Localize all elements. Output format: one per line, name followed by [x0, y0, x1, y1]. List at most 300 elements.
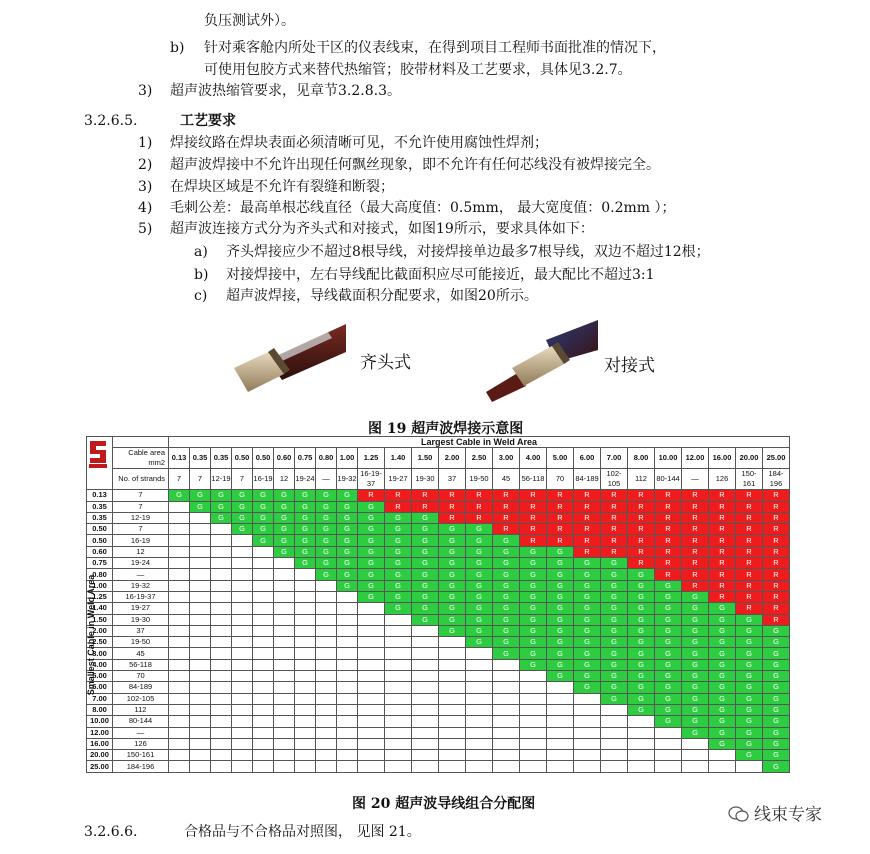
cell-r2-c5: G: [274, 512, 295, 523]
col-strands-3: 7: [232, 469, 253, 490]
cell-r3-c16: R: [547, 524, 574, 535]
cell-r11-c23: G: [736, 614, 763, 625]
row-strands-22: 126: [113, 738, 169, 749]
cell-r7-c16: G: [547, 569, 574, 580]
cell-r1-c12: R: [439, 501, 466, 512]
cell-r24-c9: [358, 761, 385, 772]
cell-r19-c10: [385, 704, 412, 715]
text-line-l11: 齐头焊接应少不超过8根导线，对接焊接单边最多7根导线，双边不超过12根；: [226, 244, 710, 260]
text-line-l3: 可使用包胶方式来替代热缩管；胶带材料及工艺要求，具体见3.2.7。: [204, 62, 632, 78]
cell-r19-c15: [520, 704, 547, 715]
cell-r13-c3: [232, 637, 253, 648]
cell-r21-c24: G: [763, 727, 790, 738]
cell-r19-c20: G: [655, 704, 682, 715]
cell-r1-c7: G: [316, 501, 337, 512]
col-area-9: 1.25: [358, 448, 385, 469]
cell-r4-c10: G: [385, 535, 412, 546]
row-strands-12: 37: [113, 625, 169, 636]
col-strands-12: 37: [439, 469, 466, 490]
row-area-13: 2.50: [87, 637, 113, 648]
cell-r4-c7: G: [316, 535, 337, 546]
cell-r24-c7: [316, 761, 337, 772]
cell-r12-c7: [316, 625, 337, 636]
cell-r22-c7: [316, 738, 337, 749]
cell-r2-c24: R: [763, 512, 790, 523]
cell-r22-c8: [337, 738, 358, 749]
text-line-l10: 超声波连接方式分为齐头式和对接式，如图19所示，要求具体如下：: [170, 221, 594, 237]
col-strands-1: 7: [190, 469, 211, 490]
cell-r14-c16: G: [547, 648, 574, 659]
cell-r5-c14: G: [493, 546, 520, 557]
cell-r12-c4: [253, 625, 274, 636]
cell-r21-c14: [493, 727, 520, 738]
cell-r2-c1: [190, 512, 211, 523]
cell-r11-c6: [295, 614, 316, 625]
cell-r15-c12: [439, 659, 466, 670]
cell-r2-c4: G: [253, 512, 274, 523]
cell-r4-c14: G: [493, 535, 520, 546]
table-row: [87, 716, 790, 727]
cell-r24-c22: [709, 761, 736, 772]
cell-r3-c15: R: [520, 524, 547, 535]
cell-r23-c11: [412, 750, 439, 761]
row-strands-16: 70: [113, 671, 169, 682]
cell-r13-c5: [274, 637, 295, 648]
cell-r13-c15: G: [520, 637, 547, 648]
cell-r0-c13: R: [466, 490, 493, 501]
cell-r20-c2: [211, 716, 232, 727]
cell-r10-c19: G: [628, 603, 655, 614]
row-area-15: 4.00: [87, 659, 113, 670]
cell-r5-c23: R: [736, 546, 763, 557]
cell-r12-c9: [358, 625, 385, 636]
cell-r22-c5: [274, 738, 295, 749]
cell-r3-c4: G: [253, 524, 274, 535]
cell-r21-c12: [439, 727, 466, 738]
text-line-l7: 超声波焊接中不允许出现任何飘丝现象，即不允许有任何芯线没有被焊接完全。: [170, 157, 660, 173]
cell-r20-c15: [520, 716, 547, 727]
cell-r22-c1: [190, 738, 211, 749]
cell-r13-c23: G: [736, 637, 763, 648]
text-line-l2: 针对乘客舱内所处干区的仪表线束，在得到项目工程师书面批准的情况下，: [204, 40, 666, 56]
cell-r17-c7: [316, 682, 337, 693]
cell-r11-c9: [358, 614, 385, 625]
row-strands-19: 112: [113, 704, 169, 715]
cell-r15-c0: [169, 659, 190, 670]
row-area-9: 1.25: [87, 591, 113, 602]
cell-r18-c7: [316, 693, 337, 704]
cell-r15-c8: [337, 659, 358, 670]
row-area-0: 0.13: [87, 490, 113, 501]
cell-r20-c5: [274, 716, 295, 727]
cell-r0-c11: R: [412, 490, 439, 501]
cell-r6-c24: R: [763, 558, 790, 569]
cell-r19-c8: [337, 704, 358, 715]
cell-r18-c21: G: [682, 693, 709, 704]
cell-r15-c2: [211, 659, 232, 670]
col-strands-11: 19-30: [412, 469, 439, 490]
cell-r8-c1: [190, 580, 211, 591]
row-strands-6: 19-24: [113, 558, 169, 569]
cell-r0-c7: G: [316, 490, 337, 501]
cell-r8-c13: G: [466, 580, 493, 591]
cell-r19-c22: G: [709, 704, 736, 715]
blank-header-cell: [113, 437, 169, 448]
cell-r8-c12: G: [439, 580, 466, 591]
cell-r6-c17: G: [574, 558, 601, 569]
cell-r17-c13: [466, 682, 493, 693]
cell-r17-c21: G: [682, 682, 709, 693]
cell-r3-c24: R: [763, 524, 790, 535]
table-row: [87, 693, 790, 704]
cell-r5-c17: R: [574, 546, 601, 557]
cell-r16-c0: [169, 671, 190, 682]
cell-r17-c8: [337, 682, 358, 693]
cell-r19-c5: [274, 704, 295, 715]
col-strands-5: 12: [274, 469, 295, 490]
cell-r7-c3: [232, 569, 253, 580]
cell-r1-c21: R: [682, 501, 709, 512]
col-strands-18: 102-105: [601, 469, 628, 490]
cell-r8-c24: R: [763, 580, 790, 591]
cell-r5-c6: G: [295, 546, 316, 557]
col-area-15: 4.00: [520, 448, 547, 469]
cell-r13-c18: G: [601, 637, 628, 648]
cell-r12-c3: [232, 625, 253, 636]
col-area-0: 0.13: [169, 448, 190, 469]
cell-r6-c12: G: [439, 558, 466, 569]
cell-r0-c15: R: [520, 490, 547, 501]
cell-r22-c10: [385, 738, 412, 749]
col-strands-24: 184-196: [763, 469, 790, 490]
cell-r10-c0: [169, 603, 190, 614]
cell-r15-c14: [493, 659, 520, 670]
table-row: [87, 535, 790, 546]
col-strands-7: —: [316, 469, 337, 490]
col-area-3: 0.50: [232, 448, 253, 469]
cell-r21-c23: G: [736, 727, 763, 738]
col-area-7: 0.80: [316, 448, 337, 469]
cell-r23-c4: [253, 750, 274, 761]
cell-r23-c8: [337, 750, 358, 761]
cell-r4-c12: G: [439, 535, 466, 546]
cell-r6-c11: G: [412, 558, 439, 569]
cell-r12-c1: [190, 625, 211, 636]
cell-r1-c9: G: [358, 501, 385, 512]
cell-r7-c0: [169, 569, 190, 580]
cell-r13-c8: [337, 637, 358, 648]
cell-r23-c9: [358, 750, 385, 761]
cell-r9-c1: [190, 591, 211, 602]
cell-r13-c2: [211, 637, 232, 648]
cell-r3-c1: [190, 524, 211, 535]
cell-r0-c4: G: [253, 490, 274, 501]
text-line-l5m: 3.2.6.5.: [84, 113, 138, 129]
cell-r21-c19: [628, 727, 655, 738]
col-strands-9: 16-19-37: [358, 469, 385, 490]
row-strands-17: 84-189: [113, 682, 169, 693]
cell-r2-c8: G: [337, 512, 358, 523]
cell-r12-c17: G: [574, 625, 601, 636]
cell-r24-c18: [601, 761, 628, 772]
cell-r20-c10: [385, 716, 412, 727]
cell-r4-c9: G: [358, 535, 385, 546]
cell-r9-c19: G: [628, 591, 655, 602]
cell-r5-c18: R: [601, 546, 628, 557]
cell-r2-c11: G: [412, 512, 439, 523]
cell-r7-c5: [274, 569, 295, 580]
cell-r17-c15: [520, 682, 547, 693]
col-strands-13: 19-50: [466, 469, 493, 490]
col-area-10: 1.40: [385, 448, 412, 469]
row-strands-7: —: [113, 569, 169, 580]
cell-r5-c20: R: [655, 546, 682, 557]
cell-r20-c9: [358, 716, 385, 727]
cell-r22-c4: [253, 738, 274, 749]
cell-r16-c10: [385, 671, 412, 682]
cell-r14-c19: G: [628, 648, 655, 659]
cell-r17-c16: [547, 682, 574, 693]
cell-r7-c8: G: [337, 569, 358, 580]
cell-r21-c4: [253, 727, 274, 738]
cell-r18-c12: [439, 693, 466, 704]
cell-r24-c4: [253, 761, 274, 772]
cell-r3-c11: G: [412, 524, 439, 535]
cell-r1-c0: [169, 501, 190, 512]
cell-r20-c17: [574, 716, 601, 727]
text-line-l7m: 2): [138, 157, 153, 173]
cell-r4-c1: [190, 535, 211, 546]
cell-r1-c22: R: [709, 501, 736, 512]
cell-r13-c20: G: [655, 637, 682, 648]
cell-r19-c2: [211, 704, 232, 715]
row-area-20: 10.00: [87, 716, 113, 727]
cell-r6-c20: R: [655, 558, 682, 569]
cell-r24-c5: [274, 761, 295, 772]
cell-r16-c1: [190, 671, 211, 682]
text-line-l9m: 4): [138, 200, 153, 216]
cell-r22-c9: [358, 738, 385, 749]
cell-r18-c10: [385, 693, 412, 704]
cell-r15-c10: [385, 659, 412, 670]
cell-r24-c0: [169, 761, 190, 772]
cell-r9-c7: [316, 591, 337, 602]
cell-r11-c5: [274, 614, 295, 625]
text-line-l16: 合格品与不合格品对照图， 见图 21。: [184, 824, 421, 840]
cell-r14-c7: [316, 648, 337, 659]
cell-r6-c22: R: [709, 558, 736, 569]
cell-r8-c15: G: [520, 580, 547, 591]
cell-r14-c0: [169, 648, 190, 659]
row-strands-3: 7: [113, 524, 169, 535]
col-strands-20: 80-144: [655, 469, 682, 490]
text-line-l13m: c): [194, 288, 208, 304]
cell-r18-c6: [295, 693, 316, 704]
cell-r17-c4: [253, 682, 274, 693]
cell-r5-c3: [232, 546, 253, 557]
cell-r2-c17: R: [574, 512, 601, 523]
cell-r16-c8: [337, 671, 358, 682]
cell-r20-c16: [547, 716, 574, 727]
row-area-3: 0.50: [87, 524, 113, 535]
cell-r10-c10: G: [385, 603, 412, 614]
cell-r3-c12: G: [439, 524, 466, 535]
header-strands-row: [87, 469, 790, 490]
figure-19-caption: 图 19 超声波焊接示意图: [368, 421, 524, 437]
cell-r10-c5: [274, 603, 295, 614]
cell-r13-c19: G: [628, 637, 655, 648]
row-area-21: 12.00: [87, 727, 113, 738]
cell-r8-c8: G: [337, 580, 358, 591]
text-line-l11m: a): [194, 244, 208, 260]
table-row: [87, 558, 790, 569]
cell-r6-c21: R: [682, 558, 709, 569]
cell-r11-c0: [169, 614, 190, 625]
cell-r10-c15: G: [520, 603, 547, 614]
cell-r10-c9: [358, 603, 385, 614]
cell-r16-c2: [211, 671, 232, 682]
cell-r0-c12: R: [439, 490, 466, 501]
cell-r10-c2: [211, 603, 232, 614]
cell-r17-c5: [274, 682, 295, 693]
cell-r4-c16: R: [547, 535, 574, 546]
cell-r6-c16: G: [547, 558, 574, 569]
cell-r23-c13: [466, 750, 493, 761]
cell-r16-c23: G: [736, 671, 763, 682]
cell-r16-c20: G: [655, 671, 682, 682]
cell-r0-c16: R: [547, 490, 574, 501]
cell-r9-c2: [211, 591, 232, 602]
cell-r24-c20: [655, 761, 682, 772]
cell-r4-c21: R: [682, 535, 709, 546]
cell-r18-c4: [253, 693, 274, 704]
col-strands-14: 45: [493, 469, 520, 490]
row-area-10: 1.40: [87, 603, 113, 614]
text-line-l8m: 3): [138, 179, 153, 195]
cell-r3-c23: R: [736, 524, 763, 535]
cell-r18-c22: G: [709, 693, 736, 704]
cell-r9-c17: G: [574, 591, 601, 602]
cell-r22-c14: [493, 738, 520, 749]
cell-r12-c15: G: [520, 625, 547, 636]
cell-r1-c3: G: [232, 501, 253, 512]
cell-r23-c14: [493, 750, 520, 761]
cell-r14-c21: G: [682, 648, 709, 659]
cell-r13-c0: [169, 637, 190, 648]
row-area-23: 20.00: [87, 750, 113, 761]
cell-r17-c22: G: [709, 682, 736, 693]
cell-r3-c10: G: [385, 524, 412, 535]
cell-r18-c23: G: [736, 693, 763, 704]
cell-r12-c23: G: [736, 625, 763, 636]
cell-r23-c5: [274, 750, 295, 761]
cell-r9-c6: [295, 591, 316, 602]
col-area-5: 0.60: [274, 448, 295, 469]
col-area-16: 5.00: [547, 448, 574, 469]
cell-r5-c1: [190, 546, 211, 557]
cell-r17-c0: [169, 682, 190, 693]
row-strands-13: 19-50: [113, 637, 169, 648]
cell-r15-c21: G: [682, 659, 709, 670]
cell-r14-c22: G: [709, 648, 736, 659]
cell-r8-c2: [211, 580, 232, 591]
cell-r23-c21: [682, 750, 709, 761]
cell-r4-c20: R: [655, 535, 682, 546]
cell-r10-c8: [337, 603, 358, 614]
text-line-l9: 毛刺公差：最高单根芯线直径（最大高度值：0.5mm， 最大宽度值：0.2mm ）；: [170, 200, 676, 216]
cell-r23-c22: [709, 750, 736, 761]
cell-r0-c20: R: [655, 490, 682, 501]
cell-r23-c0: [169, 750, 190, 761]
cell-r3-c7: G: [316, 524, 337, 535]
cell-r14-c8: [337, 648, 358, 659]
cell-r20-c7: [316, 716, 337, 727]
cell-r9-c4: [253, 591, 274, 602]
cell-r8-c11: G: [412, 580, 439, 591]
cell-r1-c14: R: [493, 501, 520, 512]
cell-r19-c12: [439, 704, 466, 715]
cell-r11-c18: G: [601, 614, 628, 625]
row-area-22: 16.00: [87, 738, 113, 749]
cell-r22-c20: [655, 738, 682, 749]
cell-r18-c24: G: [763, 693, 790, 704]
cell-r18-c17: [574, 693, 601, 704]
cell-r19-c23: G: [736, 704, 763, 715]
cell-r22-c2: [211, 738, 232, 749]
cell-r7-c15: G: [520, 569, 547, 580]
col-area-6: 0.75: [295, 448, 316, 469]
col-area-8: 1.00: [337, 448, 358, 469]
cell-r8-c23: R: [736, 580, 763, 591]
cell-r7-c10: G: [385, 569, 412, 580]
cell-r14-c18: G: [601, 648, 628, 659]
row-strands-9: 16-19-37: [113, 591, 169, 602]
cell-r22-c15: [520, 738, 547, 749]
cell-r15-c11: [412, 659, 439, 670]
cell-r2-c20: R: [655, 512, 682, 523]
cell-r14-c9: [358, 648, 385, 659]
cell-r3-c5: G: [274, 524, 295, 535]
cell-r22-c22: G: [709, 738, 736, 749]
row-area-4: 0.50: [87, 535, 113, 546]
cell-r0-c23: R: [736, 490, 763, 501]
cell-r20-c19: [628, 716, 655, 727]
cell-r21-c11: [412, 727, 439, 738]
cell-r2-c10: G: [385, 512, 412, 523]
cell-r19-c1: [190, 704, 211, 715]
cell-r9-c0: [169, 591, 190, 602]
watermark: [728, 800, 822, 825]
cell-r1-c8: G: [337, 501, 358, 512]
cell-r10-c21: G: [682, 603, 709, 614]
row-area-5: 0.60: [87, 546, 113, 557]
text-line-l6: 焊接纹路在焊块表面必须清晰可见，不允许使用腐蚀性焊剂；: [170, 135, 548, 151]
cell-r10-c12: G: [439, 603, 466, 614]
cell-r0-c5: G: [274, 490, 295, 501]
cell-r5-c13: G: [466, 546, 493, 557]
cell-r17-c18: G: [601, 682, 628, 693]
cell-r9-c16: G: [547, 591, 574, 602]
cell-r5-c15: G: [520, 546, 547, 557]
cell-r21-c7: [316, 727, 337, 738]
cell-r11-c2: [211, 614, 232, 625]
cell-r0-c19: R: [628, 490, 655, 501]
cell-r8-c16: G: [547, 580, 574, 591]
cell-r2-c12: R: [439, 512, 466, 523]
cell-r15-c18: G: [601, 659, 628, 670]
table-row: [87, 648, 790, 659]
cell-r17-c2: [211, 682, 232, 693]
